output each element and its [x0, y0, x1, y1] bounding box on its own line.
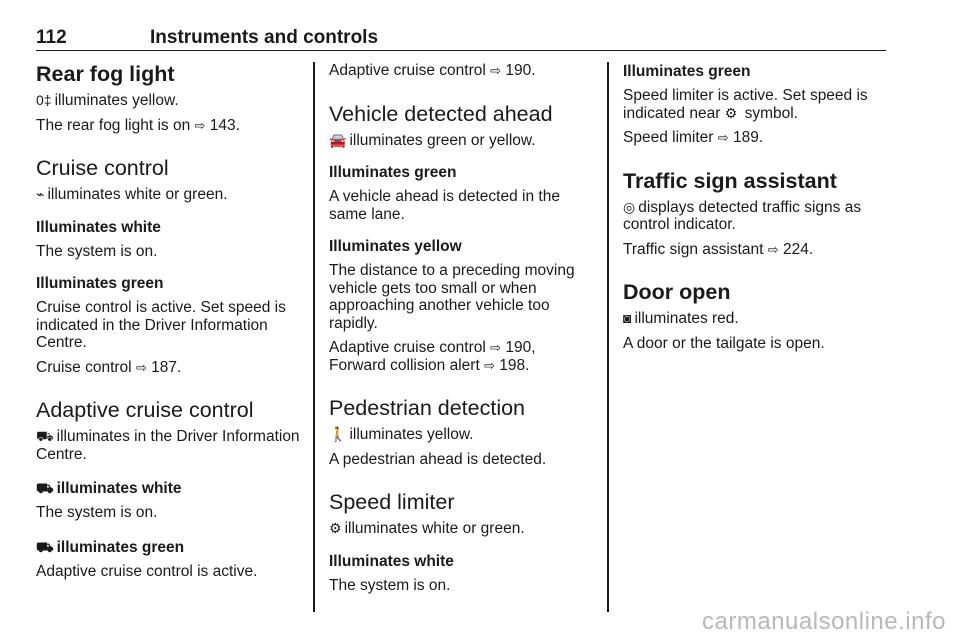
door-desc: ◙ illuminates red. [623, 310, 739, 327]
vehicle-yellow-heading: Illuminates yellow [329, 238, 462, 255]
traffic-desc: ◎ displays detected traffic signs as control indicator. [623, 198, 862, 233]
cruise-ref: Cruise control ⇨ 187. [36, 358, 182, 376]
watermark: carmanualsonline.info [702, 608, 946, 635]
rear-fog-title: Rear fog light [36, 62, 175, 86]
page-ref-arrow-icon: ⇨ [194, 117, 206, 133]
rear-fog-desc: 0‡ illuminates yellow. [36, 92, 179, 109]
limiter-white-heading: Illuminates white [329, 552, 454, 570]
limiter-white-text: The system is on. [329, 576, 451, 594]
page-ref-arrow-icon: ⇨ [490, 63, 502, 78]
limiter-desc: ⚙ illuminates white or green. [329, 520, 525, 537]
adaptive-cruise-icon: ⛟ [36, 428, 54, 444]
cruise-green-text: Cruise control is active. Set speed is indicated in the Driver Information Centre. [36, 299, 286, 351]
page-ref-arrow-icon: ⇨ [484, 357, 495, 373]
pedestrian-icon: 🚶 [329, 426, 347, 442]
column-divider [313, 62, 315, 612]
speed-limiter-icon: ⚙ [724, 104, 738, 121]
limiter-green-text: Speed limiter is active. Set speed is indicated near ⚙ symbol. [623, 87, 868, 122]
page-ref-link[interactable]: 143. [209, 116, 240, 134]
acc-green-text: Adaptive cruise control is active. [36, 562, 258, 580]
vehicle-yellow-text: The distance to a preceding moving vehicle gets too small or when approaching another vehicle too rapidly. [329, 262, 575, 332]
pedestrian-title: Pedestrian detection [329, 396, 526, 420]
page-number: 112 [36, 27, 67, 48]
vehicle-ref-1: Adaptive cruise control ⇨ 190, [329, 339, 536, 356]
column-divider [607, 62, 609, 612]
door-title: Door open [623, 280, 731, 304]
acc-white-text: The system is on. [36, 504, 158, 521]
limiter-ref: Speed limiter ⇨ 189. [623, 129, 764, 146]
traffic-title: Traffic sign assistant [623, 168, 837, 193]
page-header [36, 24, 886, 51]
traffic-ref: Traffic sign assistant ⇨ 224. [623, 240, 814, 258]
door-open-icon: ◙ [623, 310, 632, 326]
page-ref-link[interactable]: 198. [499, 356, 530, 374]
acc-green-heading: ⛟ illuminates green [36, 538, 185, 556]
vehicle-title: Vehicle detected ahead [329, 101, 553, 126]
page-ref-link[interactable]: 224. [782, 240, 814, 258]
column-3 [623, 62, 885, 359]
speed-limiter-icon: ⚙ [329, 520, 342, 536]
adaptive-cruise-icon: ⛟ [36, 538, 54, 555]
acc-white-heading: ⛟ illuminates white [36, 480, 182, 497]
cruise-desc: ⌁ illuminates white or green. [36, 186, 228, 203]
page-ref-link[interactable]: 189. [733, 129, 764, 146]
vehicle-green-heading: Illuminates green [329, 164, 457, 181]
column-2 [329, 62, 591, 601]
acc-ref: Adaptive cruise control ⇨ 190. [329, 62, 536, 79]
cruise-control-icon: ⌁ [36, 186, 45, 202]
page-ref-link[interactable]: 190, [505, 339, 536, 356]
page-title: Instruments and controls [150, 27, 379, 48]
page-ref-link[interactable]: 190. [505, 62, 536, 79]
acc-title: Adaptive cruise control [36, 398, 254, 422]
pedestrian-desc: 🚶 illuminates yellow. [329, 426, 474, 443]
cruise-white-heading: Illuminates white [36, 218, 161, 236]
limiter-title: Speed limiter [329, 490, 455, 514]
page-ref-arrow-icon: ⇨ [135, 359, 147, 375]
traffic-sign-icon: ◎ [623, 198, 636, 215]
page-ref-arrow-icon: ⇨ [490, 340, 502, 355]
door-text: A door or the tailgate is open. [623, 334, 825, 352]
rear-fog-ref: The rear fog light is on ⇨ 143. [36, 116, 240, 134]
cruise-green-heading: Illuminates green [36, 275, 164, 292]
car-icon: 🚘 [329, 131, 347, 148]
cruise-title: Cruise control [36, 156, 169, 180]
rear-fog-icon: 0‡ [36, 92, 52, 108]
adaptive-cruise-icon: ⛟ [36, 480, 54, 496]
page-ref-arrow-icon: ⇨ [717, 130, 729, 145]
vehicle-desc: 🚘 illuminates green or yellow. [329, 131, 536, 149]
vehicle-green-text: A vehicle ahead is detected in the same lane. [329, 188, 560, 223]
pedestrian-text: A pedestrian ahead is detected. [329, 450, 547, 468]
acc-desc: ⛟ illuminates in the Driver Information Centre. [36, 428, 300, 463]
page-ref-arrow-icon: ⇨ [767, 241, 779, 257]
vehicle-ref-2: Forward collision alert ⇨ 198. [329, 356, 530, 374]
page-ref-link[interactable]: 187. [151, 358, 182, 376]
cruise-white-text: The system is on. [36, 242, 158, 260]
limiter-green-heading: Illuminates green [623, 63, 751, 80]
column-1 [36, 62, 304, 587]
